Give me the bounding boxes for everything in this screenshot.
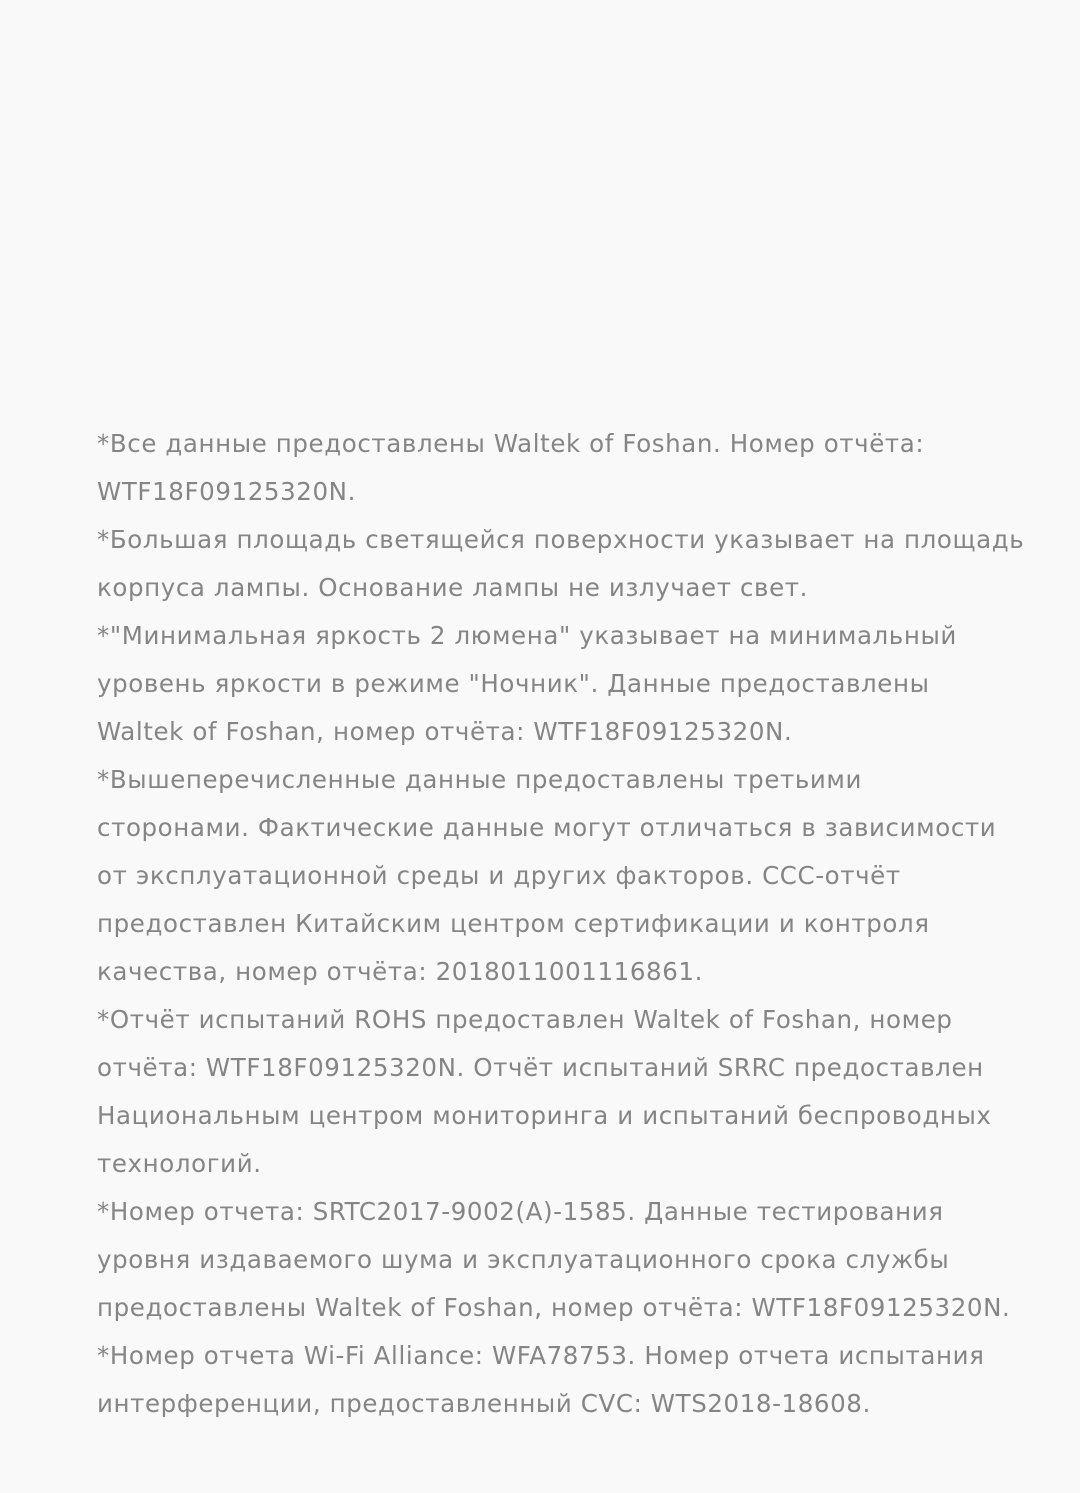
footnote-line: интерференции, предоставленный CVC: WTS2018-18608. bbox=[97, 1389, 871, 1418]
footnote-line: WTF18F09125320N. bbox=[97, 477, 356, 506]
footnote-line: от эксплуатационной среды и других факторов. CCC-отчёт bbox=[97, 861, 901, 890]
footnote-line: технологий. bbox=[97, 1149, 262, 1178]
footnote-line: предоставлены Waltek of Foshan, номер отчёта: WTF18F09125320N. bbox=[97, 1293, 1011, 1322]
footnote-rohs-srrc bbox=[97, 996, 1037, 1188]
footnote-line: уровень яркости в режиме "Ночник". Данные предоставлены bbox=[97, 669, 930, 698]
footnote-third-party-data bbox=[97, 756, 1037, 996]
footnote-line: *Отчёт испытаний ROHS предоставлен Waltek of Foshan, номер bbox=[97, 1005, 953, 1034]
footnote-line: уровня издаваемого шума и эксплуатационного срока службы bbox=[97, 1245, 950, 1274]
footnote-line: *Вышеперечисленные данные предоставлены третьими bbox=[97, 765, 863, 794]
footnote-line: *Номер отчета Wi-Fi Alliance: WFA78753. Номер отчета испытания bbox=[97, 1341, 985, 1370]
footnote-line: Национальным центром мониторинга и испытаний беспроводных bbox=[97, 1101, 992, 1130]
footnote-line: качества, номер отчёта: 2018011001116861. bbox=[97, 957, 703, 986]
footnote-luminous-surface bbox=[97, 516, 1037, 612]
footnote-line: *Номер отчета: SRTC2017-9002(A)-1585. Данные тестирования bbox=[97, 1197, 944, 1226]
footnote-line: корпуса лампы. Основание лампы не излучает свет. bbox=[97, 573, 808, 602]
footnote-line: *Все данные предоставлены Waltek of Foshan. Номер отчёта: bbox=[97, 429, 925, 458]
footnotes-block bbox=[97, 420, 1037, 1428]
footnote-line: *"Минимальная яркость 2 люмена" указывает на минимальный bbox=[97, 621, 957, 650]
footnote-noise-lifetime bbox=[97, 1188, 1037, 1332]
footnote-line: отчёта: WTF18F09125320N. Отчёт испытаний SRRC предоставлен bbox=[97, 1053, 984, 1082]
footnote-line: сторонами. Фактические данные могут отличаться в зависимости bbox=[97, 813, 997, 842]
footnote-minimum-brightness bbox=[97, 612, 1037, 756]
footnote-report-number bbox=[97, 420, 1037, 516]
footnote-wifi-alliance bbox=[97, 1332, 1037, 1428]
footnote-line: предоставлен Китайским центром сертификации и контроля bbox=[97, 909, 930, 938]
footnote-line: *Большая площадь светящейся поверхности указывает на площадь bbox=[97, 525, 1025, 554]
footnote-line: Waltek of Foshan, номер отчёта: WTF18F09125320N. bbox=[97, 717, 793, 746]
